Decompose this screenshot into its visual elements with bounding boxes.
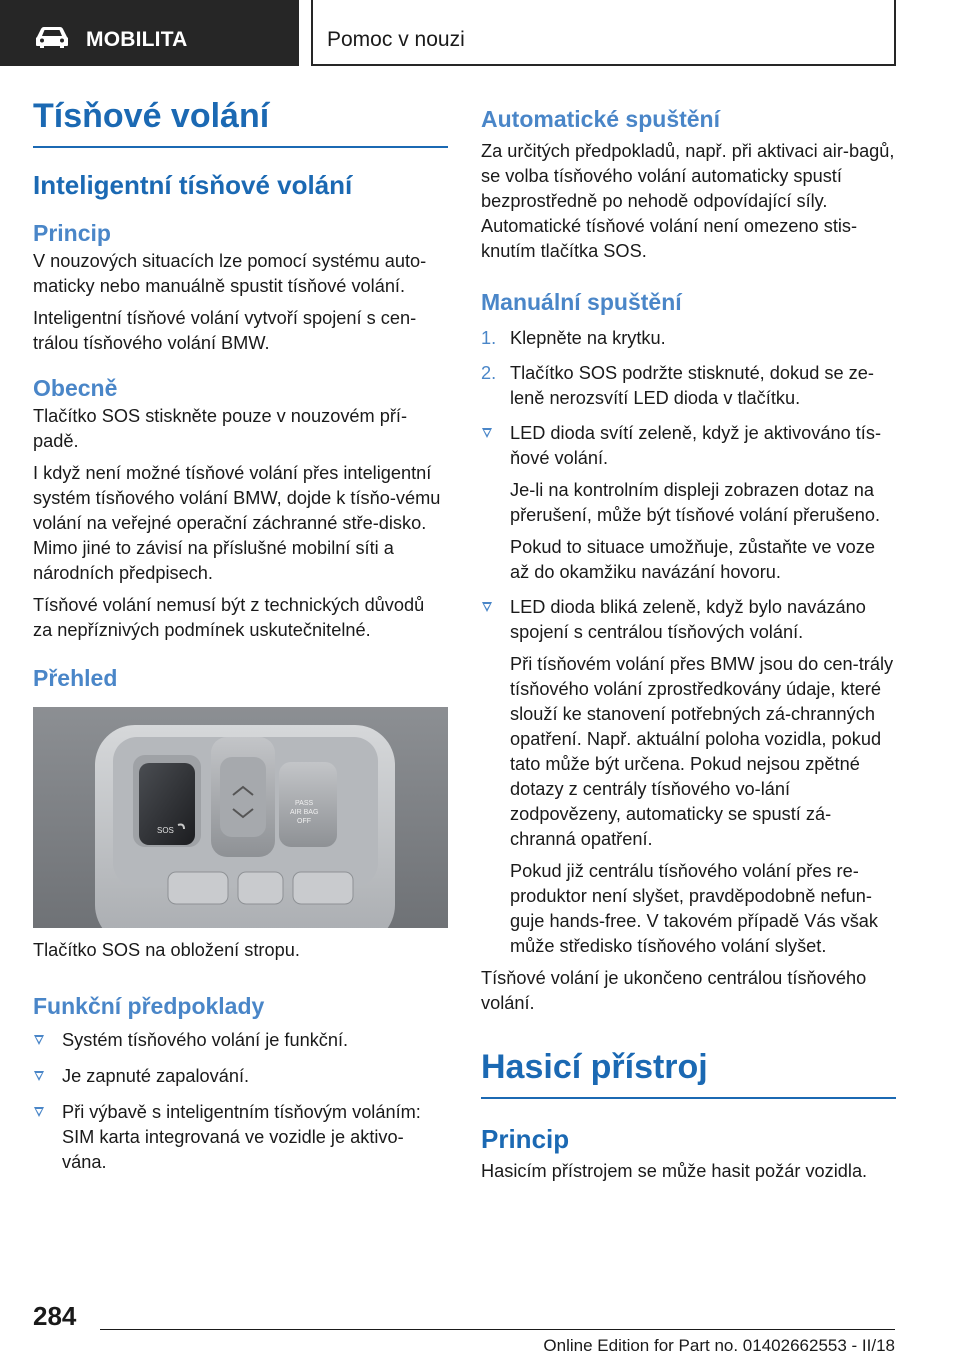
list-item: LED dioda svítí zeleně, když je aktivováno tís-ňové volání. — [481, 421, 896, 471]
triangle-bullet-icon — [482, 602, 492, 612]
hasici-princip-paragraph: Hasicím přístrojem se může hasit požár vozidla. — [481, 1161, 868, 1181]
obecne-paragraph-2: I když není možné tísňové volání přes inteligentní systém tísňového volání BMW, dojde k tísňo-vému volání na veřejné operační záchranné stře-disko. Mimo jiné to závisí na příslušné mobilní síti a národních předpisech. — [33, 463, 441, 583]
left-column — [33, 96, 448, 1175]
prehled-heading: Přehled — [33, 665, 118, 691]
triangle-bullet-icon — [482, 428, 492, 438]
photo-sos-label: SOS — [157, 826, 174, 835]
photo-off-label: OFF — [297, 818, 311, 825]
photo-airbag-label: AIR BAG — [290, 809, 319, 816]
obecne-paragraph-1: Tlačítko SOS stiskněte pouze v nouzovém pří-padě. — [33, 406, 408, 451]
page-header — [0, 0, 960, 66]
princip-paragraph-2: Inteligentní tísňové volání vytvoří spojení s cen-trálou tísňového volání BMW. — [33, 308, 417, 353]
chapter-tab-label: MOBILITA — [86, 28, 188, 51]
photo-pass-label: PASS — [295, 800, 314, 807]
section-tab — [311, 0, 896, 66]
page-number: 284 — [33, 1301, 77, 1331]
obecne-paragraph-3: Tísňové volání nemusí být z technických důvodů za nepříznivých podmínek uskutečnitelné. — [33, 595, 425, 640]
princip-heading: Princip — [33, 220, 111, 246]
sub-paragraph: Při tísňovém volání přes BMW jsou do cen-trály tísňového volání zprostředkovány údaje, které slouží ke stanovení potřebných zá-chranných opatření. Např. aktuální poloha vozidla, pokud tato může být určena. Pokud nejsou zpětné dotazy z centrály tísňového vo-lání zodpovězeny, automaticky se spustí zá-chranná opatření. — [510, 654, 894, 849]
sos-button-photo — [33, 707, 448, 928]
chapter-tab — [0, 0, 299, 66]
hasici-princip-heading: Princip — [481, 1124, 570, 1154]
section-tab-label: Pomoc v nouzi — [327, 28, 465, 51]
manual-heading: Manuální spuštění — [481, 289, 682, 315]
auto-heading: Automatické spuštění — [481, 106, 720, 132]
numbered-step: 2. Tlačítko SOS podržte stisknuté, dokud se ze-leně nerozsvítí LED dioda v tlačítku. — [481, 363, 874, 408]
triangle-bullet-icon — [34, 1071, 44, 1081]
sub-paragraph: Pokud to situace umožňuje, zůstaňte ve voze až do okamžiku navázání hovoru. — [510, 537, 875, 582]
section-title: Hasicí přístroj — [481, 1047, 896, 1099]
auto-paragraph: Za určitých předpokladů, např. při aktivaci air-bagů, se volba tísňového volání automaticky spustí bezprostředně po nehodě odpovídající síly. Automatické tísňové volání není omezeno stis-knutím tlačítka SOS. — [481, 141, 895, 261]
list-item: Při výbavě s inteligentním tísňovým voláním: SIM karta integrovaná ve vozidle je aktivo-vána. — [33, 1100, 448, 1175]
list-item: Systém tísňového volání je funkční. — [33, 1028, 448, 1053]
photo-caption: Tlačítko SOS na obložení stropu. — [33, 940, 300, 960]
right-column — [481, 105, 896, 1184]
list-item: LED dioda bliká zeleně, když bylo navázáno spojení s centrálou tísňových volání. — [481, 595, 896, 645]
page-title: Tísňové volání — [33, 96, 448, 148]
footer-divider — [100, 1329, 895, 1330]
triangle-bullet-icon — [34, 1107, 44, 1117]
list-item: Je zapnuté zapalování. — [33, 1064, 448, 1089]
car-icon — [34, 26, 70, 48]
footer-edition: Online Edition for Part no. 01402662553 - II/18 — [543, 1336, 895, 1355]
triangle-bullet-icon — [34, 1035, 44, 1045]
end-paragraph: Tísňové volání je ukončeno centrálou tísňového volání. — [481, 968, 867, 1013]
sub-paragraph: Pokud již centrálu tísňového volání přes re-produktor není slyšet, pravděpodobně nefun-guje hands-free. V takovém případě Vás však může středisko tísňového volání slyšet. — [510, 861, 878, 956]
sub-paragraph: Je-li na kontrolním displeji zobrazen dotaz na přerušení, může být tísňové volání přerušeno. — [510, 480, 881, 525]
subtitle: Inteligentní tísňové volání — [33, 170, 353, 200]
predpoklady-heading: Funkční předpoklady — [33, 993, 265, 1019]
obecne-heading: Obecně — [33, 375, 118, 401]
numbered-step: 1. Klepněte na krytku. — [481, 328, 666, 348]
princip-paragraph-1: V nouzových situacích lze pomocí systému auto-maticky nebo manuálně spustit tísňové volání. — [33, 251, 427, 296]
